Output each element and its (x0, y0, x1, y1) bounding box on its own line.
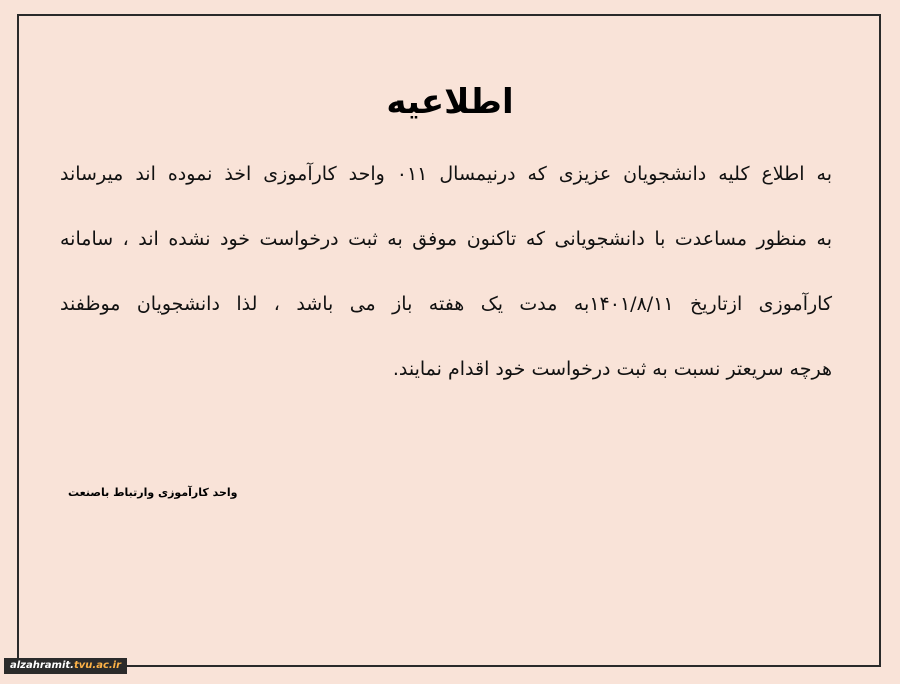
site-watermark (4, 658, 127, 674)
notice-title: اطلاعیه (386, 82, 514, 122)
notice-line-4: هرچه سریعتر نسبت به ثبت درخواست خود اقدام نمایند. (392, 358, 832, 380)
notice-body (60, 160, 832, 420)
watermark-prefix: alzahramit. (10, 660, 74, 671)
notice-line-3: کارآموزی ازتاریخ ۱۴۰۱/۸/۱۱به مدت یک هفته باز می باشد ، لذا دانشجویان موظفند (60, 293, 832, 315)
notice-line-1: به اطلاع کلیه دانشجویان عزیزی که درنیمسال ۰۱۱ واحد کارآموزی اخذ نموده اند میرساند (60, 163, 832, 185)
notice-line-2: به منظور مساعدت با دانشجویانی که تاکنون موفق به ثبت درخواست خود نشده اند ، سامانه (60, 228, 832, 250)
notice-signature: واحد کارآموزی وارتباط باصنعت (68, 486, 238, 499)
watermark-accent: tvu.ac.ir (73, 660, 122, 671)
